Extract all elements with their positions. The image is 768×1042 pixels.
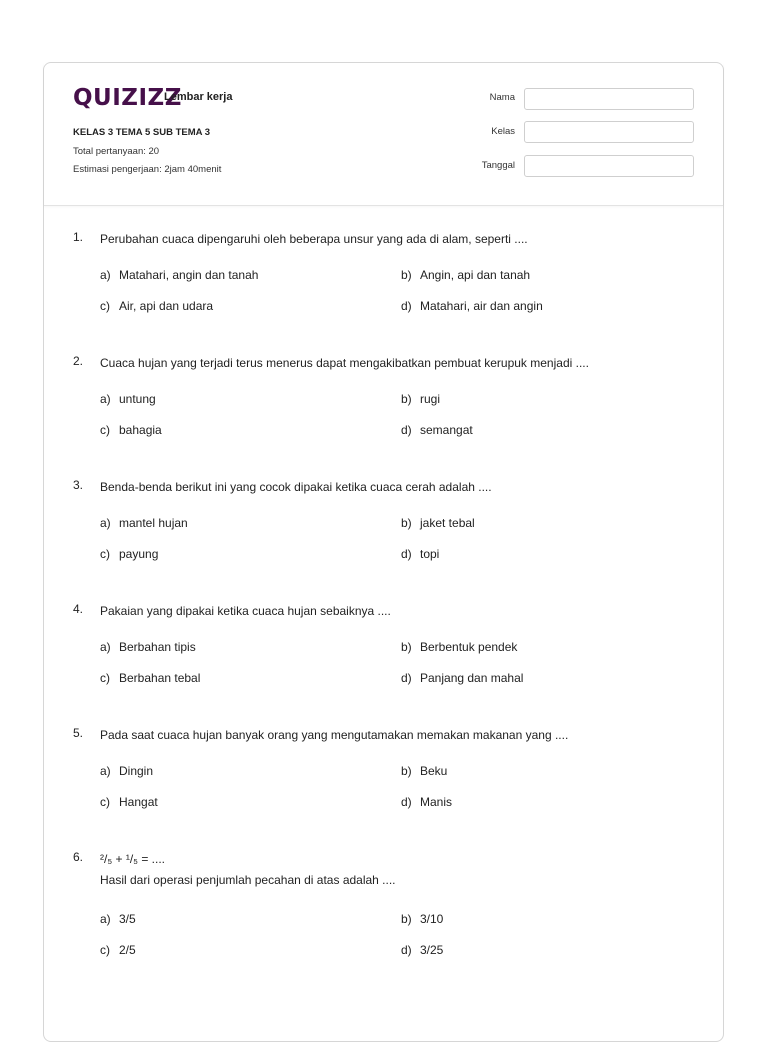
question-number: 3.: [73, 478, 84, 492]
option-c: [100, 547, 158, 561]
option-c: [100, 943, 136, 957]
worksheet: [43, 62, 724, 1042]
option-text: Berbahan tebal: [119, 671, 201, 685]
quizizz-logo: QUIZIZZ: [73, 85, 182, 111]
option-letter: b): [401, 912, 412, 926]
option-letter: d): [401, 423, 412, 437]
option-text: jaket tebal: [420, 516, 475, 530]
option-text: 3/10: [420, 912, 444, 926]
name-field[interactable]: [524, 88, 694, 110]
option-a: [100, 268, 258, 282]
option-a: [100, 912, 136, 926]
option-text: rugi: [420, 392, 441, 406]
question-number: 4.: [73, 602, 84, 616]
option-text: Berbahan tipis: [119, 640, 196, 654]
option-letter: d): [401, 547, 412, 561]
estimated-time: Estimasi pengerjaan: 2jam 40menit: [73, 164, 222, 175]
option-letter: b): [401, 268, 412, 282]
option-text: topi: [420, 547, 440, 561]
option-letter: a): [100, 764, 111, 778]
option-letter: c): [100, 299, 110, 313]
option-text: semangat: [420, 423, 473, 437]
question-formula: ²/₅ + ¹/₅ = ....: [100, 852, 166, 866]
option-letter: b): [401, 392, 412, 406]
option-letter: d): [401, 943, 412, 957]
option-text: Hangat: [119, 795, 158, 809]
option-text: Angin, api dan tanah: [420, 268, 531, 282]
option-text: untung: [119, 392, 156, 406]
class-title: KELAS 3 TEMA 5 SUB TEMA 3: [73, 127, 211, 138]
question-text: Hasil dari operasi penjumlah pecahan di atas adalah ....: [100, 873, 396, 887]
option-a: [100, 516, 188, 530]
question-text: Pada saat cuaca hujan banyak orang yang mengutamakan memakan makanan yang ....: [100, 728, 569, 742]
option-a: [100, 392, 156, 406]
option-text: Beku: [420, 764, 448, 778]
option-letter: c): [100, 547, 110, 561]
option-text: Matahari, air dan angin: [420, 299, 543, 313]
date-field[interactable]: [524, 155, 694, 177]
question-text: Benda-benda berikut ini yang cocok dipakai ketika cuaca cerah adalah ....: [100, 480, 492, 494]
option-c: [100, 299, 213, 313]
option-text: Dingin: [119, 764, 154, 778]
option-text: 3/25: [420, 943, 444, 957]
question-number: 5.: [73, 726, 84, 740]
option-letter: c): [100, 423, 110, 437]
option-text: mantel hujan: [119, 516, 188, 530]
option-b: [401, 640, 517, 654]
option-text: 2/5: [119, 943, 136, 957]
question-text: Perubahan cuaca dipengaruhi oleh beberapa unsur yang ada di alam, seperti ....: [100, 232, 528, 246]
worksheet-header: [44, 63, 723, 206]
option-letter: d): [401, 671, 412, 685]
option-letter: a): [100, 912, 111, 926]
option-d: [401, 423, 473, 437]
option-d: [401, 299, 543, 313]
option-text: Matahari, angin dan tanah: [119, 268, 259, 282]
class-label: Kelas: [491, 126, 515, 137]
option-text: payung: [119, 547, 159, 561]
question-number: 6.: [73, 850, 84, 864]
date-label: Tanggal: [481, 160, 515, 171]
option-b: [401, 392, 440, 406]
option-c: [100, 423, 162, 437]
option-letter: b): [401, 516, 412, 530]
option-d: [401, 671, 523, 685]
option-letter: b): [401, 764, 412, 778]
option-a: [100, 640, 196, 654]
option-text: Manis: [420, 795, 453, 809]
name-label: Nama: [489, 92, 515, 103]
option-b: [401, 912, 443, 926]
option-b: [401, 268, 530, 282]
option-c: [100, 671, 200, 685]
option-d: [401, 547, 439, 561]
question-number: 2.: [73, 354, 84, 368]
option-letter: c): [100, 943, 110, 957]
question-text: Pakaian yang dipakai ketika cuaca hujan sebaiknya ....: [100, 604, 391, 618]
option-d: [401, 795, 452, 809]
option-c: [100, 795, 158, 809]
option-text: 3/5: [119, 912, 136, 926]
option-letter: a): [100, 516, 111, 530]
option-b: [401, 516, 475, 530]
option-letter: c): [100, 671, 110, 685]
option-letter: b): [401, 640, 412, 654]
total-questions: Total pertanyaan: 20: [73, 146, 160, 157]
class-field[interactable]: [524, 121, 694, 143]
option-letter: d): [401, 795, 412, 809]
option-text: Air, api dan udara: [119, 299, 214, 313]
option-letter: d): [401, 299, 412, 313]
option-text: Berbentuk pendek: [420, 640, 518, 654]
option-a: [100, 764, 153, 778]
option-letter: a): [100, 640, 111, 654]
option-letter: a): [100, 268, 111, 282]
option-b: [401, 764, 447, 778]
option-text: bahagia: [119, 423, 162, 437]
option-text: Panjang dan mahal: [420, 671, 524, 685]
sheet-type-label: Lembar kerja: [164, 91, 233, 103]
option-letter: c): [100, 795, 110, 809]
question-number: 1.: [73, 230, 84, 244]
option-d: [401, 943, 443, 957]
question-text: Cuaca hujan yang terjadi terus menerus dapat mengakibatkan pembuat kerupuk menjadi ....: [100, 356, 589, 370]
option-letter: a): [100, 392, 111, 406]
